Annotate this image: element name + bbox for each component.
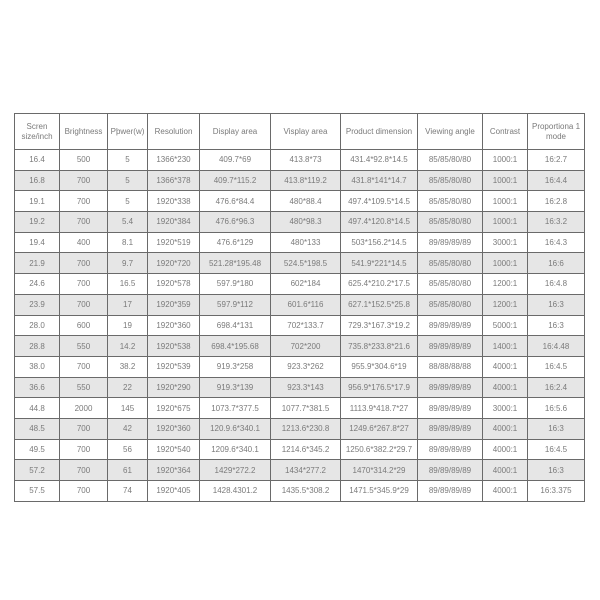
table-row <box>15 294 585 315</box>
table-cell: 627.1*152.5*25.8 <box>341 294 418 315</box>
table-cell: 600 <box>60 315 108 336</box>
table-cell: 503*156.2*14.5 <box>341 232 418 253</box>
table-cell: 1920*540 <box>148 439 200 460</box>
table-cell: 400 <box>60 232 108 253</box>
table-cell: 700 <box>60 170 108 191</box>
table-cell: 480*88.4 <box>271 191 341 212</box>
table-cell: 16:3.2 <box>528 212 585 233</box>
table-cell: 1920*360 <box>148 315 200 336</box>
table-cell: 476.6*129 <box>200 232 271 253</box>
column-header: Viewing angle <box>418 114 483 150</box>
table-cell: 38.0 <box>15 356 60 377</box>
table-cell: 700 <box>60 418 108 439</box>
column-header: Pþwer(w) <box>108 114 148 150</box>
table-cell: 601.6*116 <box>271 294 341 315</box>
table-cell: 923.3*143 <box>271 377 341 398</box>
table-cell: 85/85/80/80 <box>418 274 483 295</box>
table-cell: 1213.6*230.8 <box>271 418 341 439</box>
table-cell: 700 <box>60 481 108 502</box>
table-cell: 89/89/89/89 <box>418 315 483 336</box>
table-cell: 4000:1 <box>483 481 528 502</box>
table-cell: 700 <box>60 191 108 212</box>
table-cell: 19.4 <box>15 232 60 253</box>
table-cell: 700 <box>60 212 108 233</box>
table-cell: 24.6 <box>15 274 60 295</box>
table-cell: 16:2.4 <box>528 377 585 398</box>
table-row <box>15 274 585 295</box>
table-cell: 1250.6*382.2*29.7 <box>341 439 418 460</box>
table-row <box>15 212 585 233</box>
table-cell: 19.1 <box>15 191 60 212</box>
table-cell: 16.8 <box>15 170 60 191</box>
table-cell: 1920*364 <box>148 460 200 481</box>
table-cell: 521.28*195.48 <box>200 253 271 274</box>
table-cell: 1200:1 <box>483 294 528 315</box>
table-cell: 1920*675 <box>148 398 200 419</box>
table-cell: 89/89/89/89 <box>418 418 483 439</box>
table-cell: 89/89/89/89 <box>418 481 483 502</box>
table-cell: 550 <box>60 377 108 398</box>
table-cell: 85/85/80/80 <box>418 253 483 274</box>
table-cell: 22 <box>108 377 148 398</box>
table-cell: 550 <box>60 336 108 357</box>
table-cell: 16.4 <box>15 150 60 171</box>
table-cell: 1400:1 <box>483 336 528 357</box>
table-cell: 19 <box>108 315 148 336</box>
table-cell: 1366*230 <box>148 150 200 171</box>
table-cell: 1113.9*418.7*27 <box>341 398 418 419</box>
table-cell: 698.4*131 <box>200 315 271 336</box>
table-cell: 88/88/88/88 <box>418 356 483 377</box>
table-row <box>15 253 585 274</box>
table-cell: 1920*405 <box>148 481 200 502</box>
table-cell: 923.3*262 <box>271 356 341 377</box>
table-cell: 5 <box>108 150 148 171</box>
table-cell: 85/85/80/80 <box>418 170 483 191</box>
table-cell: 524.5*198.5 <box>271 253 341 274</box>
table-cell: 1077.7*381.5 <box>271 398 341 419</box>
table-cell: 17 <box>108 294 148 315</box>
table-cell: 9.7 <box>108 253 148 274</box>
table-cell: 955.9*304.6*19 <box>341 356 418 377</box>
table-cell: 480*133 <box>271 232 341 253</box>
table-cell: 44.8 <box>15 398 60 419</box>
table-cell: 476.6*84.4 <box>200 191 271 212</box>
table-cell: 1920*519 <box>148 232 200 253</box>
table-cell: 28.8 <box>15 336 60 357</box>
table-cell: 1920*578 <box>148 274 200 295</box>
table-cell: 16:3 <box>528 418 585 439</box>
table-cell: 16:4.48 <box>528 336 585 357</box>
table-cell: 1073.7*377.5 <box>200 398 271 419</box>
table-cell: 1429*272.2 <box>200 460 271 481</box>
table-cell: 476.6*96.3 <box>200 212 271 233</box>
table-cell: 956.9*176.5*17.9 <box>341 377 418 398</box>
table-cell: 85/85/80/80 <box>418 212 483 233</box>
table-row <box>15 356 585 377</box>
column-header: Contrast <box>483 114 528 150</box>
table-cell: 431.4*92.8*14.5 <box>341 150 418 171</box>
table-cell: 698.4*195.68 <box>200 336 271 357</box>
table-cell: 16:4.3 <box>528 232 585 253</box>
table-cell: 1000:1 <box>483 191 528 212</box>
table-cell: 1920*359 <box>148 294 200 315</box>
table-cell: 4000:1 <box>483 418 528 439</box>
table-cell: 702*133.7 <box>271 315 341 336</box>
table-cell: 700 <box>60 356 108 377</box>
table-cell: 597.9*112 <box>200 294 271 315</box>
column-header: Brightness <box>60 114 108 150</box>
table-cell: 1471.5*345.9*29 <box>341 481 418 502</box>
table-cell: 497.4*109.5*14.5 <box>341 191 418 212</box>
table-cell: 700 <box>60 439 108 460</box>
column-header: Proportiona 1 mode <box>528 114 585 150</box>
table-cell: 16:4.8 <box>528 274 585 295</box>
table-cell: 919.3*258 <box>200 356 271 377</box>
table-cell: 16:3 <box>528 460 585 481</box>
table-cell: 431.8*141*14.7 <box>341 170 418 191</box>
table-cell: 1920*290 <box>148 377 200 398</box>
table-cell: 2000 <box>60 398 108 419</box>
column-header: Product dimension <box>341 114 418 150</box>
table-cell: 1249.6*267.8*27 <box>341 418 418 439</box>
table-cell: 1214.6*345.2 <box>271 439 341 460</box>
table-cell: 42 <box>108 418 148 439</box>
table-cell: 57.5 <box>15 481 60 502</box>
table-cell: 16:3.375 <box>528 481 585 502</box>
table-cell: 1000:1 <box>483 150 528 171</box>
table-cell: 1920*338 <box>148 191 200 212</box>
table-cell: 120.9.6*340.1 <box>200 418 271 439</box>
table-cell: 729.3*167.3*19.2 <box>341 315 418 336</box>
table-cell: 89/89/89/89 <box>418 377 483 398</box>
table-cell: 89/89/89/89 <box>418 336 483 357</box>
table-cell: 61 <box>108 460 148 481</box>
table-cell: 89/89/89/89 <box>418 398 483 419</box>
table-cell: 1428.4301.2 <box>200 481 271 502</box>
column-header: Resolution <box>148 114 200 150</box>
table-cell: 16:4.5 <box>528 439 585 460</box>
table-cell: 541.9*221*14.5 <box>341 253 418 274</box>
table-cell: 1209.6*340.1 <box>200 439 271 460</box>
table-cell: 16:2.8 <box>528 191 585 212</box>
table-cell: 4000:1 <box>483 439 528 460</box>
table-cell: 1434*277.2 <box>271 460 341 481</box>
table-cell: 21.9 <box>15 253 60 274</box>
table-cell: 1000:1 <box>483 212 528 233</box>
table-cell: 19.2 <box>15 212 60 233</box>
table-cell: 1920*360 <box>148 418 200 439</box>
table-cell: 413.8*119.2 <box>271 170 341 191</box>
table-cell: 16:2.7 <box>528 150 585 171</box>
table-cell: 16:4.5 <box>528 356 585 377</box>
table-cell: 1920*384 <box>148 212 200 233</box>
table-cell: 38.2 <box>108 356 148 377</box>
table-cell: 413.8*73 <box>271 150 341 171</box>
table-cell: 16:5.6 <box>528 398 585 419</box>
table-cell: 145 <box>108 398 148 419</box>
table-cell: 8.1 <box>108 232 148 253</box>
table-row <box>15 418 585 439</box>
table-row <box>15 439 585 460</box>
table-cell: 85/85/80/80 <box>418 294 483 315</box>
table-cell: 28.0 <box>15 315 60 336</box>
table-cell: 497.4*120.8*14.5 <box>341 212 418 233</box>
table-cell: 625.4*210.2*17.5 <box>341 274 418 295</box>
table-cell: 700 <box>60 253 108 274</box>
table-cell: 5.4 <box>108 212 148 233</box>
table-cell: 5 <box>108 191 148 212</box>
table-cell: 49.5 <box>15 439 60 460</box>
table-cell: 48.5 <box>15 418 60 439</box>
table-row <box>15 481 585 502</box>
table-cell: 36.6 <box>15 377 60 398</box>
table-cell: 16:4.4 <box>528 170 585 191</box>
table-cell: 1920*539 <box>148 356 200 377</box>
table-row <box>15 377 585 398</box>
table-cell: 597.9*180 <box>200 274 271 295</box>
table-cell: 1000:1 <box>483 170 528 191</box>
table-cell: 89/89/89/89 <box>418 439 483 460</box>
table-cell: 409.7*115.2 <box>200 170 271 191</box>
table-cell: 1435.5*308.2 <box>271 481 341 502</box>
column-header: Scren size/inch <box>15 114 60 150</box>
table-row <box>15 460 585 481</box>
spec-table <box>14 113 585 502</box>
table-row <box>15 398 585 419</box>
table-cell: 16.5 <box>108 274 148 295</box>
table-cell: 1200:1 <box>483 274 528 295</box>
table-row <box>15 170 585 191</box>
table-row <box>15 315 585 336</box>
table-cell: 702*200 <box>271 336 341 357</box>
table-cell: 89/89/89/89 <box>418 232 483 253</box>
table-cell: 735.8*233.8*21.6 <box>341 336 418 357</box>
table-row <box>15 150 585 171</box>
table-cell: 602*184 <box>271 274 341 295</box>
table-cell: 500 <box>60 150 108 171</box>
table-cell: 1920*538 <box>148 336 200 357</box>
table-cell: 700 <box>60 294 108 315</box>
table-cell: 1470*314.2*29 <box>341 460 418 481</box>
table-cell: 56 <box>108 439 148 460</box>
table-cell: 89/89/89/89 <box>418 460 483 481</box>
table-cell: 5000:1 <box>483 315 528 336</box>
table-cell: 1920*720 <box>148 253 200 274</box>
table-cell: 480*98.3 <box>271 212 341 233</box>
table-cell: 3000:1 <box>483 232 528 253</box>
table-cell: 1366*378 <box>148 170 200 191</box>
table-cell: 85/85/80/80 <box>418 150 483 171</box>
table-cell: 4000:1 <box>483 377 528 398</box>
column-header: Display area <box>200 114 271 150</box>
table-cell: 919.3*139 <box>200 377 271 398</box>
table-cell: 85/85/80/80 <box>418 191 483 212</box>
table-cell: 700 <box>60 274 108 295</box>
table-cell: 4000:1 <box>483 460 528 481</box>
column-header: Visplay area <box>271 114 341 150</box>
table-cell: 16:3 <box>528 315 585 336</box>
table-cell: 16:3 <box>528 294 585 315</box>
table-cell: 57.2 <box>15 460 60 481</box>
table-cell: 5 <box>108 170 148 191</box>
table-cell: 700 <box>60 460 108 481</box>
table-cell: 1000:1 <box>483 253 528 274</box>
table-cell: 16:6 <box>528 253 585 274</box>
table-cell: 23.9 <box>15 294 60 315</box>
table-row <box>15 191 585 212</box>
table-cell: 409.7*69 <box>200 150 271 171</box>
table-cell: 4000:1 <box>483 356 528 377</box>
table-row <box>15 232 585 253</box>
header-row <box>15 114 585 150</box>
table-cell: 3000:1 <box>483 398 528 419</box>
table-cell: 74 <box>108 481 148 502</box>
table-row <box>15 336 585 357</box>
table-cell: 14.2 <box>108 336 148 357</box>
